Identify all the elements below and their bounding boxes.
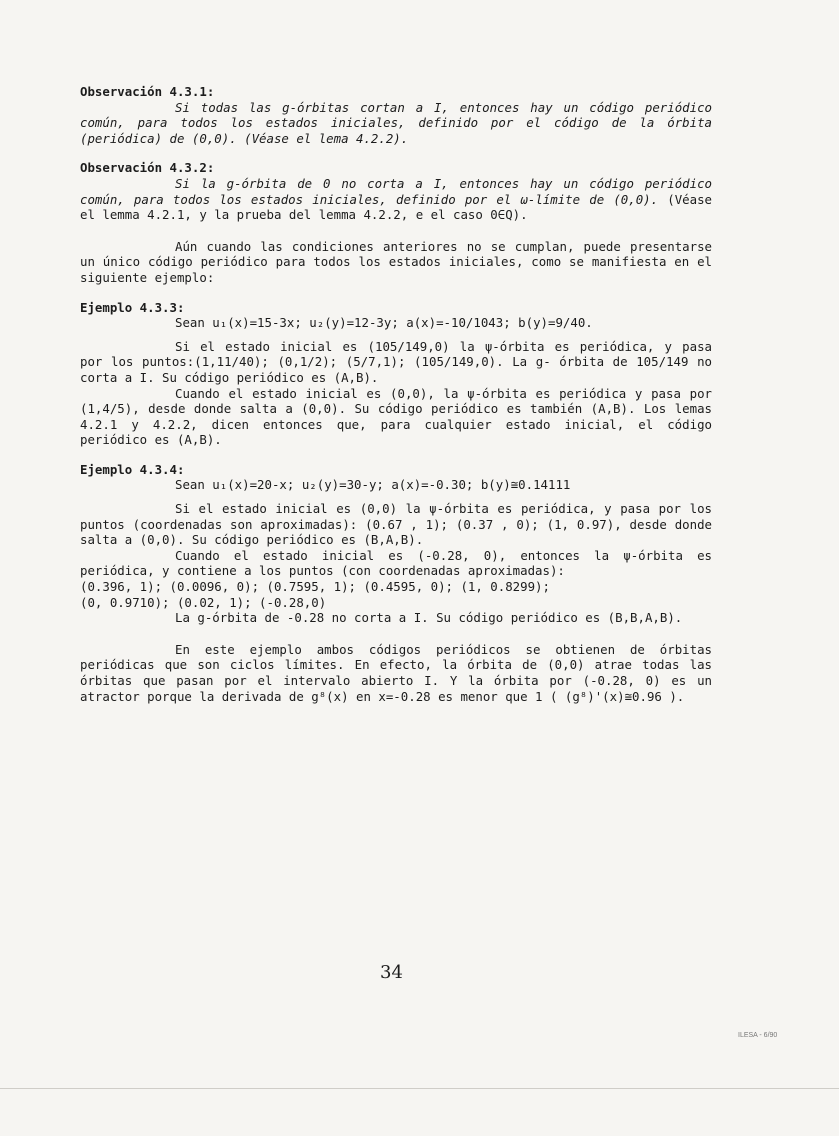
observation-4-3-1-body: Si todas las g-órbitas cortan a I, entonces hay un código periódico común, para todos los estados iniciales, definido por el código de la órbita (periódica) de (0,0). (Véase el lema 4.2.2). [80,99,712,146]
observation-4-3-2-italic: Si la g-órbita de 0 no corta a I, entonces hay un código periódico común, para todos los estados iniciales, definido por el ω-límite de (0,0). [80,175,712,207]
example-4-3-3-formula: Sean u₁(x)=15-3x; u₂(y)=12-3y; a(x)=-10/1043; b(y)=9/40. [175,315,593,331]
page-bottom-edge [0,1088,839,1089]
example-4-3-4-points-line-2: (0, 0.9710); (0.02, 1); (-0.28,0) [80,594,327,610]
example-4-3-4-paragraph-2: Cuando el estado inicial es (-0.28, 0), entonces la ψ-órbita es periódica, y contiene a los puntos (con coordenadas aproximadas): [80,547,712,579]
example-4-3-3-paragraph-2: Cuando el estado inicial es (0,0), la ψ-órbita es periódica y pasa por (1,4/5), desde donde salta a (0,0). Su código periódico es también (A,B). Los lemas 4.2.1 y 4.2.2, dicen entonces que, para cualquier estado inicial, el código periódico es (A,B). [80,385,712,448]
example-4-3-3-paragraph-1: Si el estado inicial es (105/149,0) la ψ-órbita es periódica, y pasa por los puntos:(1,11/40); (0,1/2); (5/7,1); (105/149,0). La g- órbita de 105/149 no corta a I. Su código periódico es (A,B). [80,338,712,385]
example-4-3-4-paragraph-3: La g-órbita de -0.28 no corta a I. Su código periódico es (B,B,A,B). [175,610,683,626]
example-4-3-4-paragraph-1: Si el estado inicial es (0,0) la ψ-órbita es periódica, y pasa por los puntos (coordenadas son aproximadas): (0.67 , 1); (0.37 , 0); (1, 0.97), desde donde salta a (0,0). Su código periódico es (B,A,B). [80,501,712,548]
example-4-3-3-title: Ejemplo 4.3.3: [80,299,185,315]
observation-4-3-2-title: Observación 4.3.2: [80,160,215,176]
page-number: 34 [380,962,403,983]
page-content [80,84,712,704]
observation-4-3-2-body [80,176,712,223]
closing-paragraph: En este ejemplo ambos códigos periódicos se obtienen de órbitas periódicas que son ciclos límites. En efecto, la órbita de (0,0) atrae todas las órbitas que pasan por el intervalo abierto I. Y la órbita por (-0.28, 0) es un atractor porque la derivada de g⁸(x) en x=-0.28 es menor que 1 ( (g⁸)'(x)≅0.96 ). [80,641,712,704]
example-4-3-4-points-line-1: (0.396, 1); (0.0096, 0); (0.7595, 1); (0.4595, 0); (1, 0.8299); [80,579,550,595]
example-4-3-4-title: Ejemplo 4.3.4: [80,461,185,477]
observation-4-3-1-title: Observación 4.3.1: [80,84,215,99]
intro-paragraph: Aún cuando las condiciones anteriores no se cumplan, puede presentarse un único código periódico para todos los estados iniciales, como se manifiesta en el siguiente ejemplo: [80,238,712,285]
printer-mark: ILESA - 6/90 [738,1032,778,1039]
example-4-3-4-formula: Sean u₁(x)=20-x; u₂(y)=30-y; a(x)=-0.30; b(y)≅0.14111 [175,477,571,493]
observation-4-3-2-plain: (Véase el lemma 4.2.1, y la prueba del lemma 4.2.2, e el caso 0∈Q). [80,191,712,223]
